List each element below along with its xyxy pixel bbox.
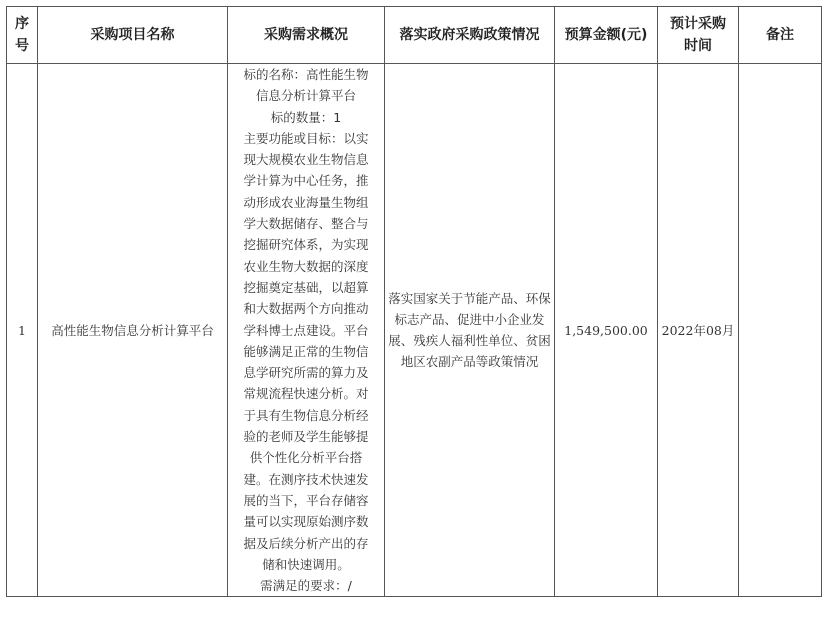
requirement-line: 挖掘研究体系，为实现 bbox=[243, 237, 369, 253]
requirement-line: 量可以实现原始测序数 bbox=[243, 514, 369, 530]
requirement-line: 标的名称：高性能生物 bbox=[243, 67, 369, 82]
requirement-line: 学计算为中心任务，推 bbox=[243, 173, 369, 189]
requirement-line: 供个性化分析平台搭 bbox=[249, 450, 363, 466]
requirement-line: 和大数据两个方向推动 bbox=[243, 301, 369, 317]
table-header-row bbox=[7, 7, 822, 64]
row-item-name: 高性能生物信息分析计算平台 bbox=[38, 64, 228, 597]
row-index: 1 bbox=[7, 64, 38, 597]
header-time: 预计采购时间 bbox=[658, 7, 739, 64]
requirement-line: 标的数量：1 bbox=[270, 109, 342, 125]
table-row bbox=[7, 64, 822, 597]
requirement-lines bbox=[228, 64, 384, 596]
requirement-line: 挖掘奠定基础，以超算 bbox=[243, 279, 369, 295]
requirement-line: 农业生物大数据的深度 bbox=[243, 258, 369, 274]
requirement-line: 于具有生物信息分析经 bbox=[243, 407, 369, 423]
requirement-line: 能够满足正常的生物信 bbox=[243, 343, 369, 359]
requirement-line: 学科博士点建设。平台 bbox=[243, 322, 369, 338]
requirement-line: 需满足的要求：/ bbox=[260, 578, 352, 594]
requirement-line: 动形成农业海量生物组 bbox=[243, 194, 369, 210]
row-policy: 落实国家关于节能产品、环保标志产品、促进中小企业发展、残疾人福利性单位、贫困地区农副产品等政策情况 bbox=[385, 64, 555, 597]
requirement-line: 展的当下，平台存储容 bbox=[243, 492, 369, 508]
requirement-line: 息学研究所需的算力及 bbox=[243, 365, 369, 381]
header-policy: 落实政府采购政策情况 bbox=[385, 7, 555, 64]
procurement-table bbox=[6, 6, 822, 597]
header-item-name: 采购项目名称 bbox=[38, 7, 228, 64]
requirement-line: 主要功能或目标：以实 bbox=[243, 130, 369, 146]
requirement-line: 验的老师及学生能够提 bbox=[243, 429, 369, 445]
requirement-line: 储和快速调用。 bbox=[262, 556, 350, 572]
row-budget: 1,549,500.00 bbox=[555, 64, 658, 597]
requirement-line: 现大规模农业生物信息 bbox=[243, 152, 369, 168]
row-time: 2022年08月 bbox=[658, 64, 739, 597]
header-budget: 预算金额(元) bbox=[555, 7, 658, 64]
header-requirement: 采购需求概况 bbox=[228, 7, 385, 64]
row-remark bbox=[739, 64, 822, 597]
header-index: 序号 bbox=[7, 7, 38, 64]
requirement-line: 信息分析计算平台 bbox=[255, 88, 356, 104]
requirement-line: 常规流程快速分析。对 bbox=[243, 386, 369, 402]
requirement-line: 建。在测序技术快速发 bbox=[243, 471, 369, 487]
row-requirement bbox=[228, 64, 385, 597]
requirement-line: 学大数据储存、整合与 bbox=[243, 216, 369, 232]
requirement-line: 据及后续分析产出的存 bbox=[243, 535, 369, 551]
header-remark: 备注 bbox=[739, 7, 822, 64]
